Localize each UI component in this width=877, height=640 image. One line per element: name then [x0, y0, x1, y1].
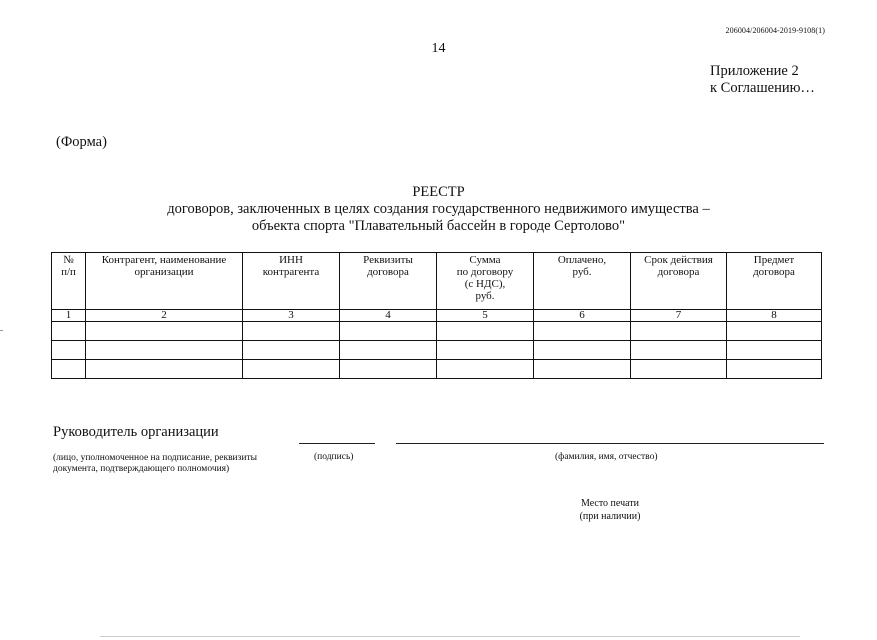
header-cell-number: № п/п — [52, 253, 86, 310]
header-cell-subject: Предмет договора — [727, 253, 822, 310]
stamp-line-2: (при наличии) — [579, 511, 641, 522]
column-number: 3 — [243, 310, 340, 322]
empty-cell[interactable] — [340, 341, 437, 360]
table-row — [52, 322, 822, 341]
full-name-caption: (фамилия, имя, отчество) — [555, 452, 658, 462]
page-number: 14 — [431, 41, 446, 56]
table-header-row — [52, 253, 822, 310]
empty-cell[interactable] — [437, 341, 534, 360]
empty-cell[interactable] — [437, 360, 534, 379]
signature-line[interactable] — [299, 443, 375, 444]
empty-cell[interactable] — [86, 360, 243, 379]
header-cell-amount: Сумма по договору (с НДС), руб. — [437, 253, 534, 310]
title-line-3: объекта спорта "Плавательный бассейн в городе Сертолово" — [251, 218, 626, 234]
title-line-1: РЕЕСТР — [412, 184, 465, 200]
annex-line-1: Приложение 2 — [710, 63, 799, 79]
empty-cell[interactable] — [727, 341, 822, 360]
column-number-row — [52, 310, 822, 322]
empty-cell[interactable] — [534, 322, 631, 341]
empty-cell[interactable] — [243, 322, 340, 341]
column-number: 2 — [86, 310, 243, 322]
signature-caption: (подпись) — [314, 452, 354, 462]
header-cell-inn: ИНН контрагента — [243, 253, 340, 310]
empty-cell[interactable] — [727, 322, 822, 341]
column-number: 7 — [631, 310, 727, 322]
empty-cell[interactable] — [631, 341, 727, 360]
registry-table — [51, 252, 822, 379]
stamp-line-1: Место печати — [580, 498, 640, 509]
empty-cell[interactable] — [727, 360, 822, 379]
empty-cell[interactable] — [437, 322, 534, 341]
column-number: 8 — [727, 310, 822, 322]
empty-cell[interactable] — [86, 322, 243, 341]
empty-cell[interactable] — [86, 341, 243, 360]
annex-line-2: к Соглашению… — [710, 80, 815, 96]
annex-reference — [710, 63, 815, 97]
title-line-2: договоров, заключенных в целях создания государственного недвижимого имущества – — [167, 201, 710, 217]
scan-bottom-edge — [100, 636, 800, 637]
full-name-line[interactable] — [396, 443, 824, 444]
column-number: 6 — [534, 310, 631, 322]
empty-cell[interactable] — [52, 341, 86, 360]
signature-title: Руководитель организации — [53, 424, 219, 440]
empty-cell[interactable] — [340, 322, 437, 341]
empty-cell[interactable] — [243, 360, 340, 379]
empty-cell[interactable] — [52, 360, 86, 379]
empty-cell[interactable] — [534, 341, 631, 360]
header-cell-counterparty: Контрагент, наименование организации — [86, 253, 243, 310]
table-row — [52, 341, 822, 360]
empty-cell[interactable] — [631, 360, 727, 379]
column-number: 1 — [52, 310, 86, 322]
form-label: (Форма) — [56, 134, 107, 150]
document-id: 206004/206004-2019-9108(1) — [725, 26, 825, 35]
table-row — [52, 360, 822, 379]
registry-title — [0, 184, 877, 235]
empty-cell[interactable] — [340, 360, 437, 379]
header-cell-paid: Оплачено, руб. — [534, 253, 631, 310]
header-cell-term: Срок действия договора — [631, 253, 727, 310]
empty-cell[interactable] — [534, 360, 631, 379]
column-number: 4 — [340, 310, 437, 322]
empty-cell[interactable] — [52, 322, 86, 341]
stamp-place — [540, 497, 680, 523]
signatory-caption: (лицо, уполномоченное на подписание, реквизиты документа, подтверждающего полномочия) — [53, 453, 258, 474]
empty-cell[interactable] — [243, 341, 340, 360]
column-number: 5 — [437, 310, 534, 322]
header-cell-contract-details: Реквизиты договора — [340, 253, 437, 310]
scan-edge-mark — [0, 330, 3, 331]
empty-cell[interactable] — [631, 322, 727, 341]
